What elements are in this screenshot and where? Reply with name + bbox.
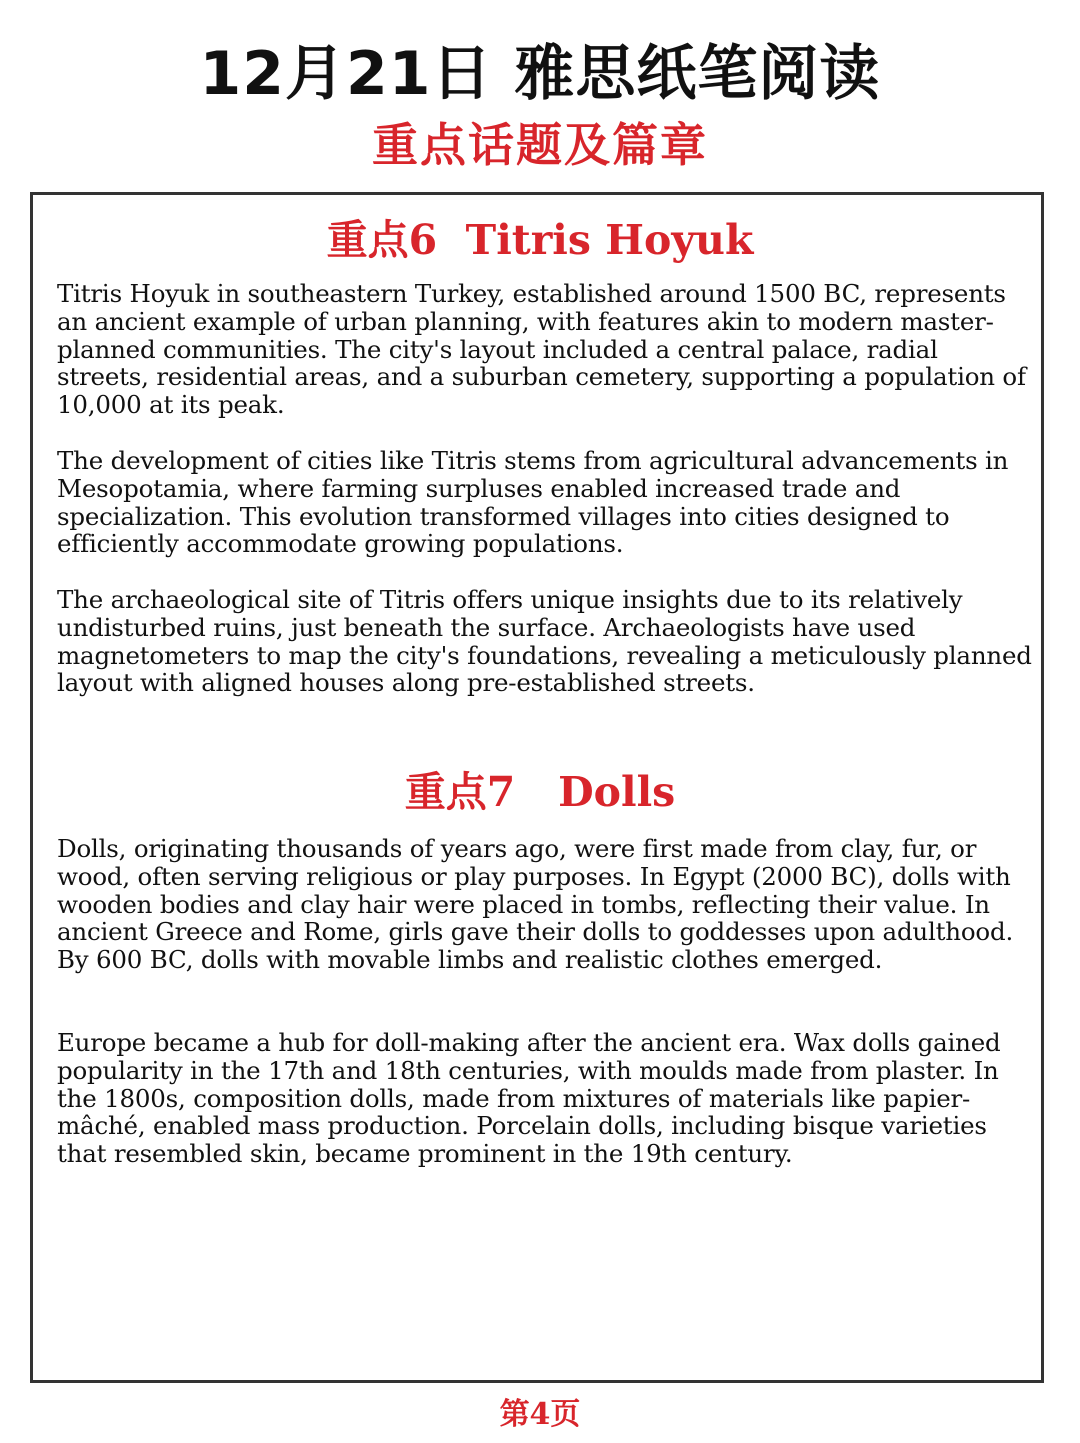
dolls-paragraph-2: Europe became a hub for doll-making after the ancient era. Wax dolls gained popularity in the 17th and 18th centuries, with moulds made from plaster. In the 1800s, composition dolls, made from mixtures of materials like papier-mâché, enabled mass production. Porcelain dolls, including bisque varieties that resembled skin, became prominent in the 19th century. <box>57 1028 1001 1169</box>
titris-paragraph-2: The development of cities like Titris stems from agricultural advancements in Mesopotamia, where farming surpluses enabled increased trade and specialization. This evolution transformed villages into cities designed to efficiently accommodate growing populations. <box>57 446 1009 559</box>
dolls-paragraph-1: Dolls, originating thousands of years ago, were first made from clay, fur, or wood, often serving religious or play purposes. In Egypt (2000 BC), dolls with wooden bodies and clay hair were placed in tombs, reflecting their value. In ancient Greece and Rome, girls gave their dolls to goddesses upon adulthood. By 600 BC, dolls with movable limbs and realistic clothes emerged. <box>57 834 1014 975</box>
content-frame <box>30 192 1044 1383</box>
page-number: 第4页 <box>499 1397 581 1432</box>
section-heading-dolls: 重点7 Dolls <box>404 768 676 816</box>
section-heading-titris: 重点6 Titris Hoyuk <box>326 216 754 264</box>
page-subtitle: 重点话题及篇章 <box>372 118 708 172</box>
page-title: 12月21日 雅思纸笔阅读 <box>199 39 881 109</box>
titris-paragraph-3: The archaeological site of Titris offers unique insights due to its relatively undisturbed ruins, just beneath the surface. Archaeologists have used magnetometers to map the city's foundations, revealing a meticulously planned layout with aligned houses along pre-established streets. <box>57 585 1032 698</box>
titris-paragraph-1: Titris Hoyuk in southeastern Turkey, established around 1500 BC, represents an ancient example of urban planning, with features akin to modern master-planned communities. The city's layout included a central palace, radial streets, residential areas, and a suburban cemetery, supporting a population of 10,000 at its peak. <box>57 279 1026 420</box>
